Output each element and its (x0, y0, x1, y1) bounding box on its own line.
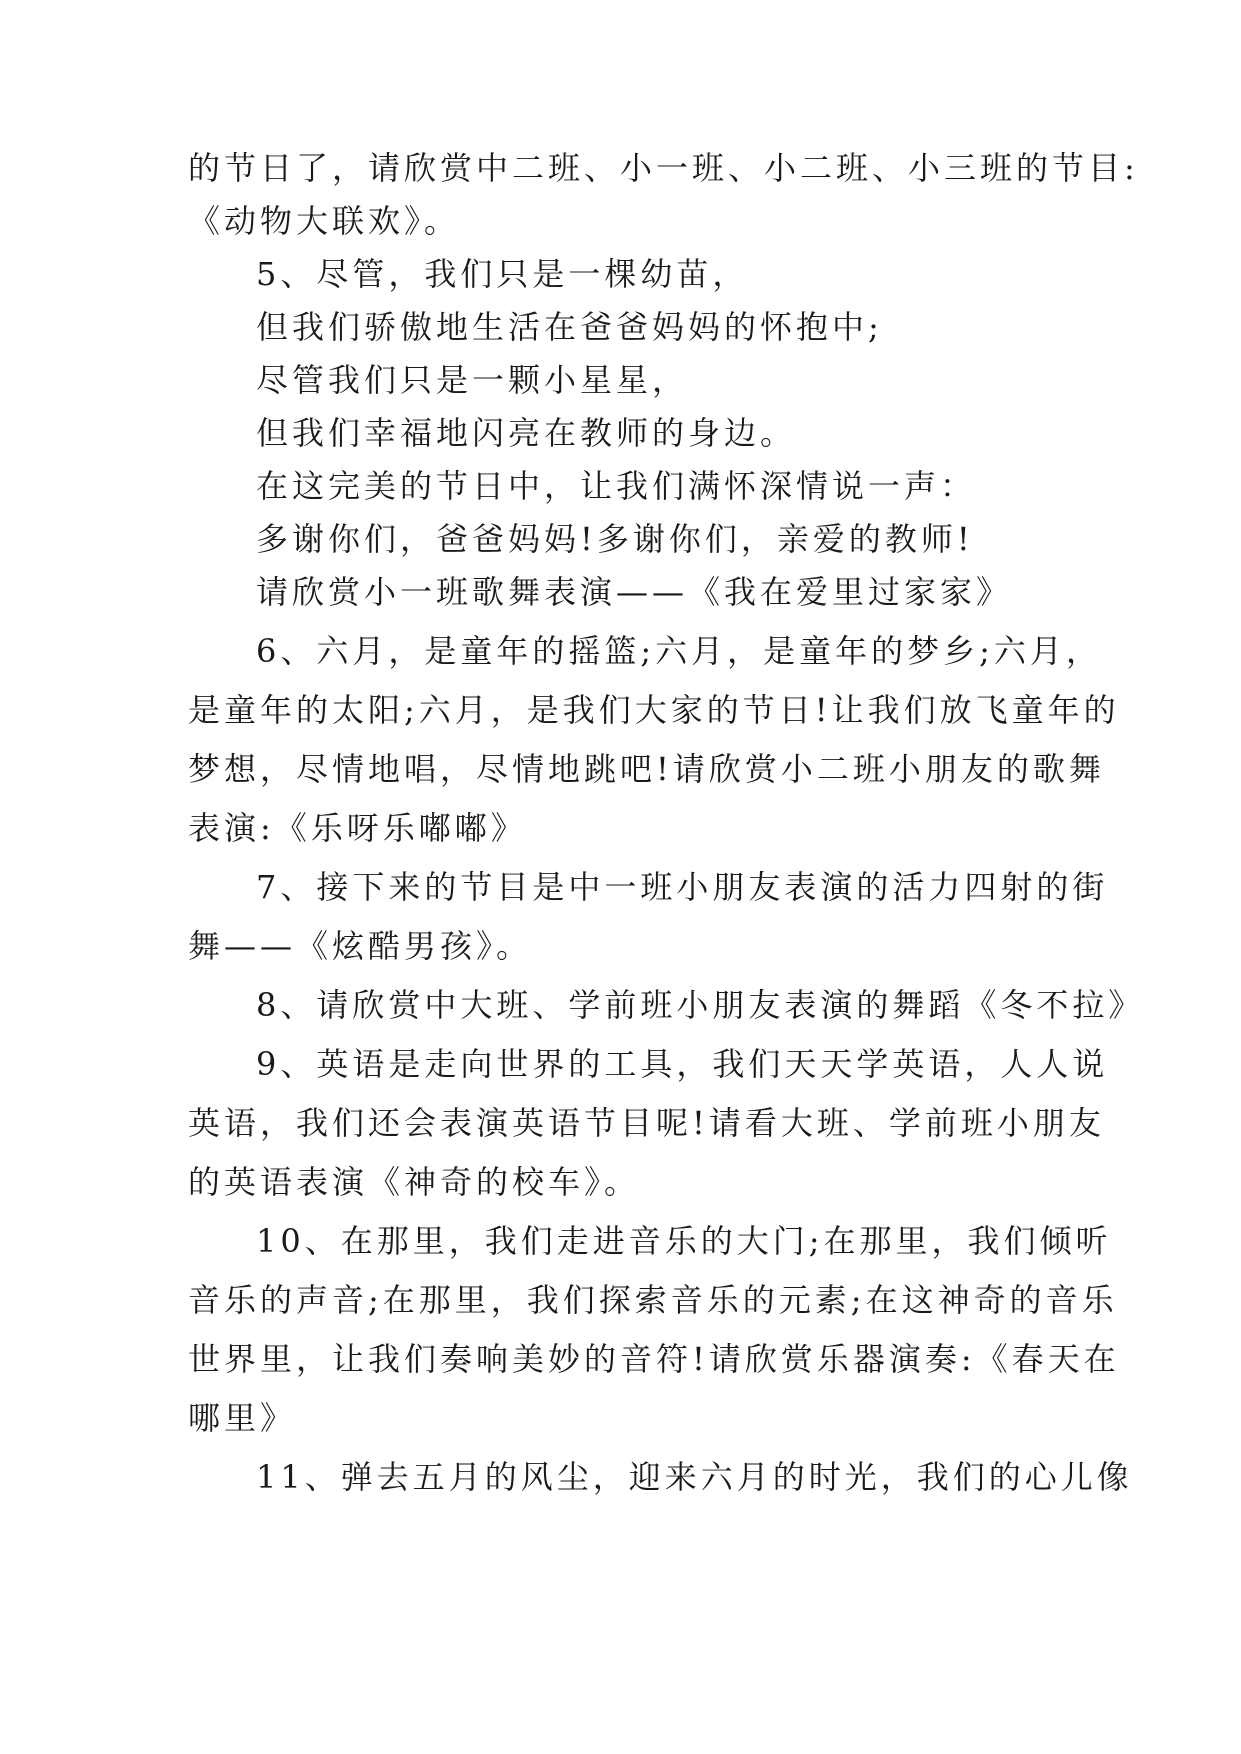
text-line: 哪里》 (188, 1399, 297, 1437)
text-line: 7、接下来的节目是中一班小朋友表演的活力四射的街 (256, 868, 1109, 906)
text-line: 8、请欣赏中大班、学前班小朋友表演的舞蹈《冬不拉》 (256, 986, 1145, 1024)
text-line: 请欣赏小一班歌舞表演——《我在爱里过家家》 (256, 573, 1013, 611)
text-line: 10、在那里，我们走进音乐的大门;在那里，我们倾听 (256, 1222, 1112, 1260)
text-line: 英语，我们还会表演英语节目呢!请看大班、学前班小朋友 (188, 1104, 1105, 1142)
text-line: 舞——《炫酷男孩》。 (188, 927, 533, 965)
text-line: 6、六月，是童年的摇篮;六月，是童年的梦乡;六月， (256, 632, 1102, 670)
text-line: 但我们骄傲地生活在爸爸妈妈的怀抱中; (256, 308, 883, 346)
text-line: 《动物大联欢》。 (188, 202, 461, 240)
text-line: 表演:《乐呀乐嘟嘟》 (188, 809, 527, 847)
text-line: 世界里，让我们奏响美妙的音符!请欣赏乐器演奏:《春天在 (188, 1340, 1120, 1378)
text-line: 多谢你们，爸爸妈妈!多谢你们，亲爱的教师! (256, 520, 974, 558)
text-line: 9、英语是走向世界的工具，我们天天学英语，人人说 (256, 1045, 1109, 1083)
text-line: 5、尽管，我们只是一棵幼苗， (256, 255, 749, 293)
text-line: 的英语表演《神奇的校车》。 (188, 1163, 641, 1201)
text-line: 是童年的太阳;六月，是我们大家的节日!让我们放飞童年的 (188, 691, 1120, 729)
text-line: 在这完美的节日中，让我们满怀深情说一声： (256, 467, 977, 505)
text-line: 梦想，尽情地唱，尽情地跳吧!请欣赏小二班小朋友的歌舞 (188, 750, 1105, 788)
text-line: 尽管我们只是一颗小星星， (256, 361, 689, 399)
text-line: 但我们幸福地闪亮在教师的身边。 (256, 414, 797, 452)
text-line: 的节日了，请欣赏中二班、小一班、小二班、小三班的节目: (188, 149, 1139, 187)
text-line: 11、弹去五月的风尘，迎来六月的时光，我们的心儿像 (256, 1458, 1133, 1496)
text-line: 音乐的声音;在那里，我们探索音乐的元素;在这神奇的音乐 (188, 1281, 1118, 1319)
